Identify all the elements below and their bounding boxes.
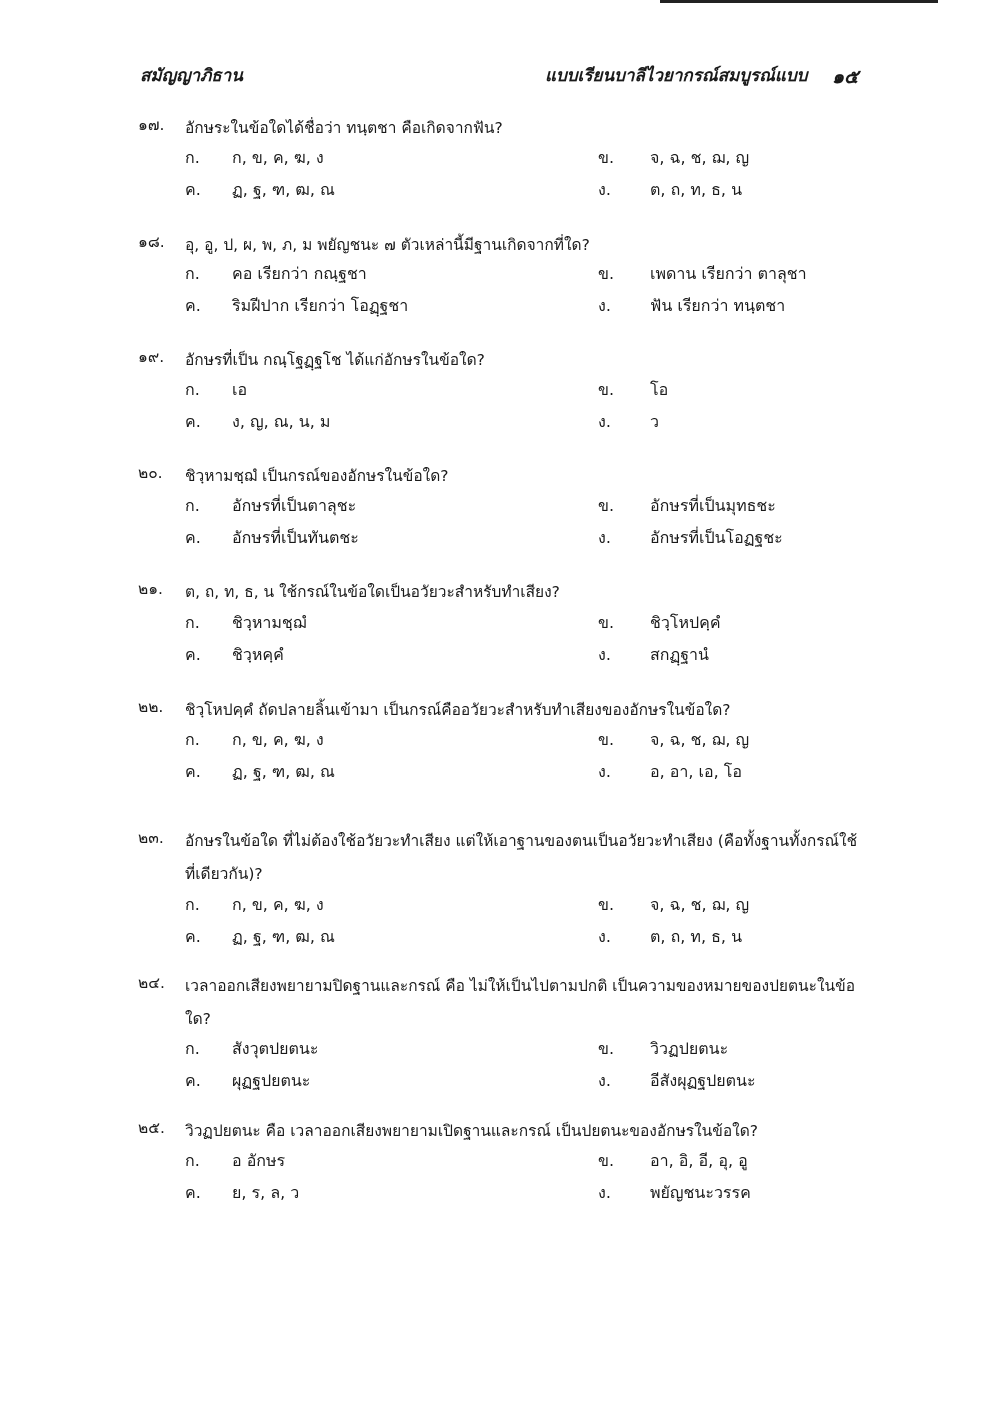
option-row xyxy=(0,1037,1000,1067)
option-text: อา, อิ, อี, อุ, อู xyxy=(650,1151,748,1170)
option-label: ก. xyxy=(185,380,200,399)
question xyxy=(0,344,1000,377)
option-label: ก. xyxy=(185,148,200,167)
question-text: อักษรในข้อใด ที่ไม่ต้องใช้อวัยวะทำเสียง แต่ให้เอาฐานของตนเป็นอวัยวะทำเสียง (คือทั้งฐานทั้งกรณ์ใช้ที่เดียวกัน)? xyxy=(185,832,858,883)
option-row xyxy=(0,1149,1000,1179)
option-label: ง. xyxy=(598,762,611,781)
option-label: ก. xyxy=(185,895,200,914)
page-number: ๑๕ xyxy=(832,66,859,88)
option-text: ฏ, ฐ, ฑ, ฒ, ณ xyxy=(232,762,335,781)
option-label: ค. xyxy=(185,1183,201,1202)
option-text: ก, ข, ค, ฆ, ง xyxy=(232,730,324,749)
question xyxy=(0,694,1000,727)
option-text: อักษรที่เป็นโอฏฐชะ xyxy=(650,528,783,547)
option-row xyxy=(0,378,1000,408)
running-header-title: แบบเรียนบาลีไวยากรณ์สมบูรณ์แบบ xyxy=(545,66,808,86)
option-label: ก. xyxy=(185,613,200,632)
option-text: ก, ข, ค, ฆ, ง xyxy=(232,148,324,167)
option-text: พยัญชนะวรรค xyxy=(650,1183,751,1202)
option-text: ริมฝีปาก เรียกว่า โอฏฺฐชา xyxy=(232,296,409,315)
option-label: ค. xyxy=(185,528,201,547)
question-text: ต, ถ, ท, ธ, น ใช้กรณ์ในข้อใดเป็นอวัยวะสำหรับทำเสียง? xyxy=(185,583,560,601)
option-text: เพดาน เรียกว่า ตาลุชา xyxy=(650,264,807,283)
option-label: ค. xyxy=(185,1071,201,1090)
question-text: อุ, อู, ป, ผ, พ, ภ, ม พยัญชนะ ๗ ตัวเหล่านี้มีฐานเกิดจากที่ใด? xyxy=(185,236,590,254)
option-label: ง. xyxy=(598,645,611,664)
option-text: อ อักษร xyxy=(232,1151,286,1170)
question-text: อักษระในข้อใดได้ชื่อว่า ทนฺตชา คือเกิดจากฟัน? xyxy=(185,119,503,137)
option-text: ฏ, ฐ, ฑ, ฒ, ณ xyxy=(232,180,335,199)
question-number: ๒๓. xyxy=(138,829,164,847)
option-text: ฏ, ฐ, ฑ, ฒ, ณ xyxy=(232,927,335,946)
option-label: ข. xyxy=(598,613,615,632)
option-text: อีสังผุฏฐปยตนะ xyxy=(650,1071,756,1090)
option-row xyxy=(0,410,1000,440)
option-text: ง, ญ, ณ, น, ม xyxy=(232,412,331,431)
option-row xyxy=(0,728,1000,758)
option-label: ค. xyxy=(185,927,201,946)
option-row xyxy=(0,294,1000,324)
question-number: ๑๗. xyxy=(138,116,165,134)
option-label: ข. xyxy=(598,148,615,167)
option-label: ก. xyxy=(185,496,200,515)
question xyxy=(0,229,1000,262)
option-label: ค. xyxy=(185,180,201,199)
option-label: ก. xyxy=(185,1039,200,1058)
option-label: ก. xyxy=(185,730,200,749)
option-label: ง. xyxy=(598,1071,611,1090)
option-label: ง. xyxy=(598,1183,611,1202)
option-label: ง. xyxy=(598,412,611,431)
option-label: ข. xyxy=(598,380,615,399)
option-text: คอ เรียกว่า กณฺฐชา xyxy=(232,264,367,283)
option-label: ก. xyxy=(185,264,200,283)
option-label: ข. xyxy=(598,895,615,914)
running-header-left: สมัญญาภิธาน xyxy=(140,66,243,86)
question-number: ๒๔. xyxy=(138,974,165,992)
question xyxy=(0,825,1000,891)
option-row xyxy=(0,611,1000,641)
option-row xyxy=(0,178,1000,208)
top-rule xyxy=(660,0,938,3)
option-label: ค. xyxy=(185,645,201,664)
option-label: ข. xyxy=(598,264,615,283)
option-label: ค. xyxy=(185,296,201,315)
option-text: สังวุตปยตนะ xyxy=(232,1039,319,1058)
question-number: ๑๙. xyxy=(138,348,165,366)
option-text: ฟัน เรียกว่า ทนฺตชา xyxy=(650,296,786,315)
question xyxy=(0,460,1000,493)
question xyxy=(0,970,1000,1036)
option-row xyxy=(0,1069,1000,1099)
option-text: ผุฏฐปยตนะ xyxy=(232,1071,311,1090)
option-label: ข. xyxy=(598,730,615,749)
option-label: ง. xyxy=(598,180,611,199)
option-text: อักษรที่เป็นมุทธชะ xyxy=(650,496,776,515)
option-row xyxy=(0,494,1000,524)
option-label: ค. xyxy=(185,762,201,781)
option-text: จ, ฉ, ช, ฌ, ญ xyxy=(650,895,750,914)
question-number: ๑๘. xyxy=(138,233,165,251)
option-text: เอ xyxy=(232,380,248,399)
question-text: เวลาออกเสียงพยายามปิดฐานและกรณ์ คือ ไม่ให้เป็นไปตามปกติ เป็นความของหมายของปยตนะในข้อใด? xyxy=(185,977,856,1028)
option-label: ข. xyxy=(598,1151,615,1170)
question-text: อักษรที่เป็น กณฺโฐฏฺฐโช ได้แก่อักษรในข้อใด? xyxy=(185,351,485,369)
question-number: ๒๕. xyxy=(138,1119,165,1137)
option-row xyxy=(0,146,1000,176)
question-number: ๒๑. xyxy=(138,580,163,598)
option-text: ชิวฺหคฺคํ xyxy=(232,645,284,664)
option-label: ข. xyxy=(598,496,615,515)
question-text: ชิวฺโหปคฺคํ ถัดปลายลิ้นเข้ามา เป็นกรณ์คืออวัยวะสำหรับทำเสียงของอักษรในข้อใด? xyxy=(185,701,731,719)
option-text: จ, ฉ, ช, ฌ, ญ xyxy=(650,148,750,167)
option-text: อักษรที่เป็นทันตชะ xyxy=(232,528,359,547)
option-row xyxy=(0,1181,1000,1211)
option-text: สกฏฺฐานํ xyxy=(650,645,709,664)
question-number: ๒๐. xyxy=(138,464,163,482)
question xyxy=(0,112,1000,145)
question xyxy=(0,576,1000,609)
option-label: ง. xyxy=(598,528,611,547)
option-row xyxy=(0,262,1000,292)
option-label: ง. xyxy=(598,296,611,315)
question-number: ๒๒. xyxy=(138,698,164,716)
question xyxy=(0,1115,1000,1148)
option-text: ชิวฺโหปคฺคํ xyxy=(650,613,721,632)
option-text: ชิวฺหามชฺฌํ xyxy=(232,613,307,632)
option-text: วิวฏปยตนะ xyxy=(650,1039,729,1058)
option-text: โอ xyxy=(650,380,669,399)
option-label: ค. xyxy=(185,412,201,431)
option-row xyxy=(0,526,1000,556)
option-label: ข. xyxy=(598,1039,615,1058)
option-label: ก. xyxy=(185,1151,200,1170)
option-label: ง. xyxy=(598,927,611,946)
option-row xyxy=(0,893,1000,923)
option-text: ต, ถ, ท, ธ, น xyxy=(650,180,743,199)
question-text: ชิวฺหามชฺฌํ เป็นกรณ์ของอักษรในข้อใด? xyxy=(185,467,449,485)
question-text: วิวฏปยตนะ คือ เวลาออกเสียงพยายามเปิดฐานและกรณ์ เป็นปยตนะของอักษรในข้อใด? xyxy=(185,1122,759,1140)
option-row xyxy=(0,760,1000,790)
option-text: ย, ร, ล, ว xyxy=(232,1183,300,1202)
option-text: ก, ข, ค, ฆ, ง xyxy=(232,895,324,914)
option-row xyxy=(0,643,1000,673)
option-text: อักษรที่เป็นตาลุชะ xyxy=(232,496,357,515)
option-text: ต, ถ, ท, ธ, น xyxy=(650,927,743,946)
option-text: อ, อา, เอ, โอ xyxy=(650,762,742,781)
option-text: ว xyxy=(650,412,659,431)
option-row xyxy=(0,925,1000,955)
option-text: จ, ฉ, ช, ฌ, ญ xyxy=(650,730,750,749)
